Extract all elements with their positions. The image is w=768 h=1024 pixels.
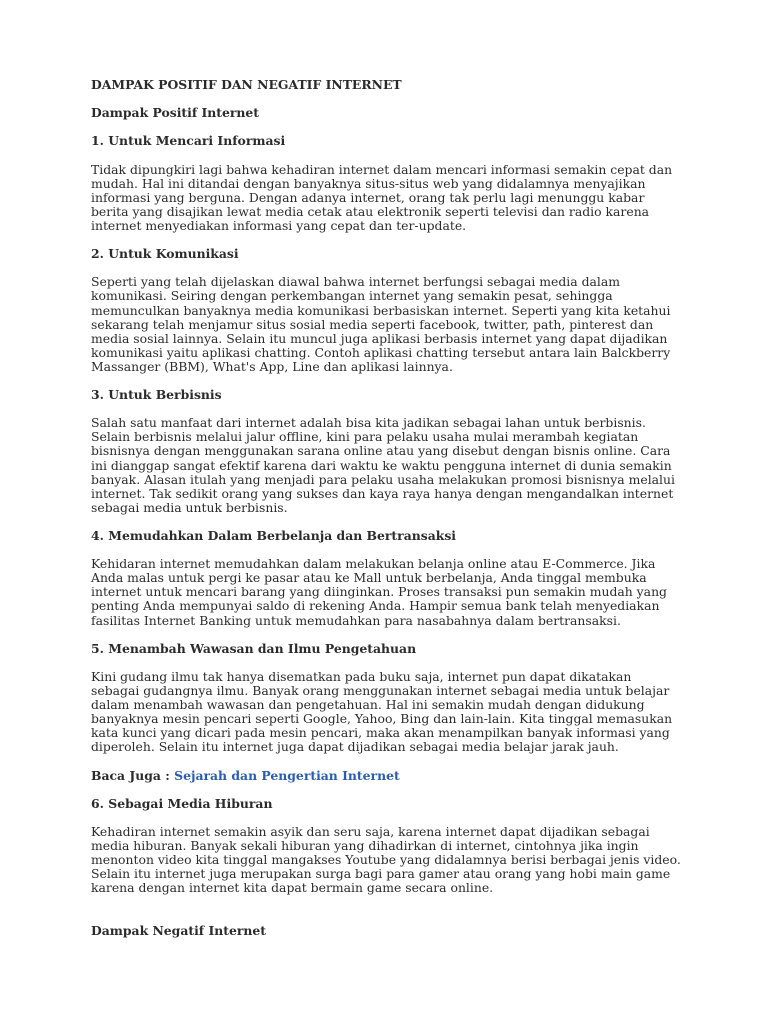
section-body-3: Salah satu manfaat dari internet adalah bisa kita jadikan sebagai lahan untuk berbisnis. Selain berbisnis melalui jalur offline, kini para pelaku usaha mulai merambah kegiatan bisnisnya dengan menggunakan sarana online atau yang disebut dengan bisnis online. Cara ini dianggap sangat efektif karena dari waktu ke waktu pengguna internet di dunia semakin banyak. Alasan itulah yang menjadi para pelaku usaha melakukan promosi bisnisnya melalui internet. Tak sedikit orang yang sukses dan kaya raya hanya dengan mengandalkan internet sebagai media untuk berbisnis.	[91, 415, 675, 515]
document-page	[91, 78, 681, 938]
see-also-label: Baca Juga :	[91, 767, 175, 783]
section-heading-6: 6. Sebagai Media Hiburan	[91, 795, 273, 811]
section-heading-5: 5. Menambah Wawasan dan Ilmu Pengetahuan	[91, 640, 417, 656]
section-body-1: Tidak dipungkiri lagi bahwa kehadiran internet dalam mencari informasi semakin cepat dan mudah. Hal ini ditandai dengan banyaknya situs-situs web yang didalamnya menyajikan informasi yang berguna. Dengan adanya internet, orang tak perlu lagi menunggu kabar berita yang disajikan lewat media cetak atau elektronik seperti televisi dan radio karena internet menyediakan informasi yang cepat dan ter-update.	[91, 161, 673, 233]
negative-impact-heading: Dampak Negatif Internet	[91, 922, 267, 938]
section-body-5: Kini gudang ilmu tak hanya disematkan pada buku saja, internet pun dapat dikatakan sebagai gudangnya ilmu. Banyak orang menggunakan internet sebagai media untuk belajar dalam menambah wawasan dan pengetahuan. Hal ini semakin mudah dengan didukung banyaknya mesin pencari seperti Google, Yahoo, Bing dan lain-lain. Kita tinggal memasukan kata kunci yang dicari pada mesin pencari, maka akan menampilkan banyak informasi yang diperoleh. Selain itu internet juga dapat dijadikan sebagai media belajar jarak jauh.	[91, 668, 673, 755]
document-title: DAMPAK POSITIF DAN NEGATIF INTERNET	[91, 77, 402, 92]
see-also-link[interactable]: Sejarah dan Pengertian Internet	[174, 767, 400, 783]
section-body-2: Seperti yang telah dijelaskan diawal bahwa internet berfungsi sebagai media dalam komunikasi. Seiring dengan perkembangan internet yang semakin pesat, sehingga memunculkan banyaknya media komunikasi berbasiskan internet. Seperti yang kita ketahui sekarang telah menjamur situs sosial media seperti facebook, twitter, path, pinterest dan media sosial lainnya. Selain itu muncul juga aplikasi berbasis internet yang dapat dijadikan komunikasi yaitu aplikasi chatting. Contoh aplikasi chatting tersebut antara lain Balckberry Massanger (BBM), What's App, Line dan aplikasi lainnya.	[91, 274, 671, 374]
section-body-4: Kehidaran internet memudahkan dalam melakukan belanja online atau E-Commerce. Jika Anda malas untuk pergi ke pasar atau ke Mall untuk berbelanja, Anda tinggal membuka internet untuk mencari barang yang diinginkan. Proses transaksi pun semakin mudah yang penting Anda mempunyai saldo di rekening Anda. Hampir semua bank telah menyediakan fasilitas Internet Banking untuk memudahkan para nasabahnya dalam bertransaksi.	[91, 556, 667, 628]
section-heading-1: 1. Untuk Mencari Informasi	[91, 133, 286, 149]
section-heading-2: 2. Untuk Komunikasi	[91, 246, 239, 262]
section-body-6: Kehadiran internet semakin asyik dan seru saja, karena internet dapat dijadikan sebagai media hiburan. Banyak sekali hiburan yang dihadirkan di internet, cintohnya jika ingin menonton video kita tinggal mangakses Youtube yang didalamnya berisi berbagai jenis video. Selain itu internet juga merupakan surga bagi para gamer atau orang yang hobi main game karena dengan internet kita dapat bermain game secara online.	[91, 823, 681, 896]
section-heading-3: 3. Untuk Berbisnis	[91, 387, 222, 403]
positive-impact-heading: Dampak Positif Internet	[91, 105, 260, 121]
see-also-line	[91, 769, 681, 783]
section-heading-4: 4. Memudahkan Dalam Berbelanja dan Bertransaksi	[91, 528, 456, 543]
